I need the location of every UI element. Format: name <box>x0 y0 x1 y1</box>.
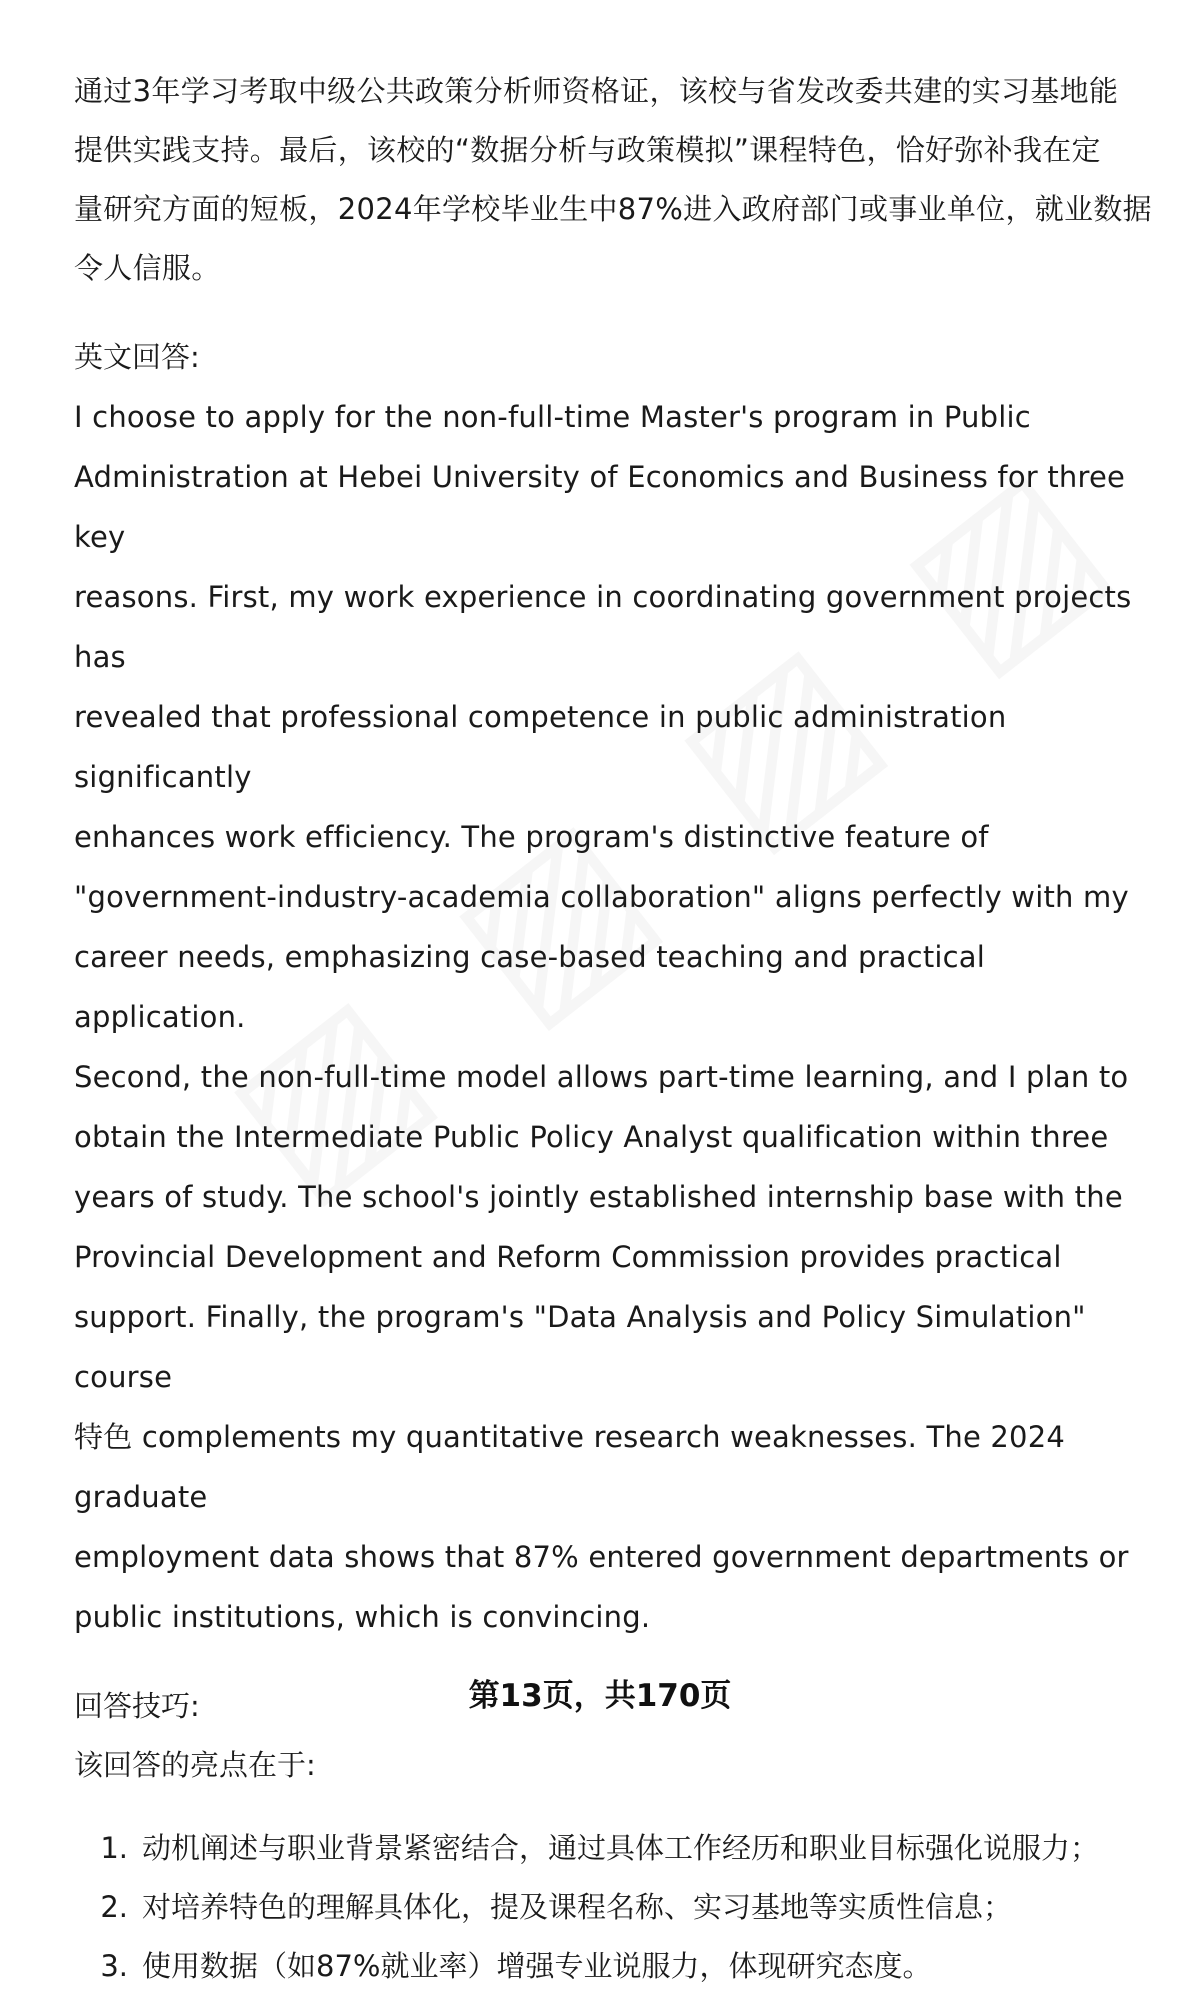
page-number: 第13页，共170页 <box>468 1678 732 1714</box>
english-answer-line: support. Finally, the program's "Data Analysis and Policy Simulation" course <box>74 1300 1086 1394</box>
english-answer-line: obtain the Intermediate Public Policy Analyst qualification within three <box>74 1120 1109 1154</box>
english-answer-line: I choose to apply for the non-full-time Master's program in Public <box>74 400 1031 434</box>
list-item <box>74 1937 1166 1996</box>
english-answer-line: reasons. First, my work experience in coordinating government projects has <box>74 580 1132 674</box>
list-item-number: 2. <box>100 1890 128 1924</box>
english-answer-line: years of study. The school's jointly established internship base with the <box>74 1180 1123 1214</box>
list-item-text: 对培养特色的理解具体化，提及课程名称、实习基地等实质性信息； <box>142 1890 1013 1924</box>
english-answer-section <box>74 328 1166 1647</box>
english-answer-line: career needs, emphasizing case-based teaching and practical application. <box>74 940 986 1034</box>
english-answer-line: employment data shows that 87% entered government departments or <box>74 1540 1129 1574</box>
list-item <box>74 1819 1166 1878</box>
intro-line: 提供实践支持。最后，该校的“数据分析与政策模拟”课程特色，恰好弥补我在定 <box>74 133 1101 167</box>
list-item-text: 动机阐述与职业背景紧密结合，通过具体工作经历和职业目标强化说服力； <box>142 1831 1100 1865</box>
english-answer-line: public institutions, which is convincing. <box>74 1600 651 1634</box>
tips-label: 回答技巧: <box>74 1689 200 1723</box>
intro-paragraph <box>74 62 1166 298</box>
english-answer-line: Provincial Development and Reform Commission provides practical <box>74 1240 1062 1274</box>
english-answer-line: "government-industry-academia collaboration" aligns perfectly with my <box>74 880 1129 914</box>
english-answer-line: 特色 complements my quantitative research weaknesses. The 2024 graduate <box>74 1420 1066 1514</box>
english-answer-line: Second, the non-full-time model allows part-time learning, and I plan to <box>74 1060 1129 1094</box>
list-item-number: 3. <box>100 1949 128 1983</box>
tips-section <box>74 1677 1166 1996</box>
list-item <box>74 1878 1166 1937</box>
list-item-text: 使用数据（如87%就业率）增强专业说服力，体现研究态度。 <box>142 1949 932 1983</box>
tips-intro: 该回答的亮点在于: <box>74 1748 316 1782</box>
english-answer-line: enhances work efficiency. The program's distinctive feature of <box>74 820 989 854</box>
list-item-number: 1. <box>100 1831 128 1865</box>
english-answer-label: 英文回答: <box>74 340 200 374</box>
intro-line: 量研究方面的短板，2024年学校毕业生中87%进入政府部门或事业单位，就业数据 <box>74 192 1152 226</box>
english-answer-line: revealed that professional competence in public administration significantly <box>74 700 1007 794</box>
tips-list <box>74 1819 1166 1996</box>
english-answer-line: Administration at Hebei University of Economics and Business for three key <box>74 460 1126 554</box>
intro-line: 通过3年学习考取中级公共政策分析师资格证，该校与省发改委共建的实习基地能 <box>74 74 1119 108</box>
intro-line: 令人信服。 <box>74 251 221 285</box>
